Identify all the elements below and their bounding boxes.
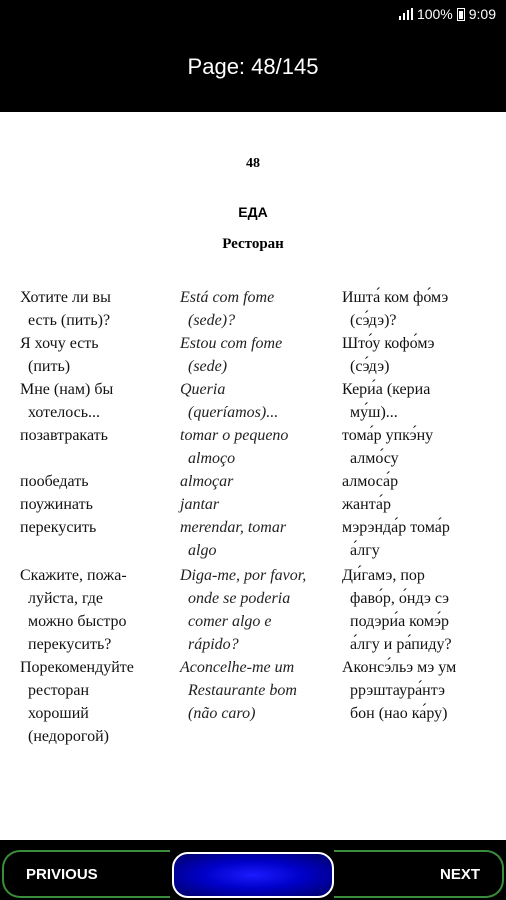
transcription: Ишта́ ком фо́мэ (сэ́дэ)? xyxy=(342,289,449,329)
next-button[interactable]: NEXT xyxy=(334,850,504,898)
signal-icon xyxy=(399,8,413,20)
page-number: 48 xyxy=(246,156,260,171)
portuguese-phrase: Está com fome (sede)? xyxy=(180,289,275,329)
russian-phrase: позавтракать xyxy=(20,427,108,444)
russian-phrase: перекусить xyxy=(20,519,97,536)
portuguese-phrase: almoçar xyxy=(180,473,234,490)
transcription: алмоса́р xyxy=(342,473,399,490)
transcription: мэрэнда́р тома́р а́лгу xyxy=(342,519,450,559)
subsection-title: Ресторан xyxy=(222,236,284,252)
clock: 9:09 xyxy=(468,6,496,22)
header xyxy=(0,30,506,112)
russian-phrase: Я хочу есть (пить) xyxy=(20,335,99,375)
page-title: Page: 48/145 xyxy=(187,54,319,79)
russian-phrase: Скажите, пожа- луйста, где можно быстро перекусить? xyxy=(20,567,127,653)
transcription: Ди́гамэ, пор фаво́р, о́ндэ сэ подэри́а комэ́р а́лгу и ра́пиду? xyxy=(342,567,452,653)
transcription: Аконсэ́льэ мэ ум ррэштаура́нтэ бон (нао ка́ру) xyxy=(342,659,457,722)
transcription: жанта́р xyxy=(342,496,392,513)
status-bar xyxy=(0,0,506,30)
battery-percent: 100% xyxy=(416,6,453,22)
russian-phrase: Порекомендуйте ресторан хороший (недорогой) xyxy=(20,659,134,745)
portuguese-phrase: jantar xyxy=(180,496,220,513)
transcription: Кери́а (кериа му́ш)... xyxy=(342,381,431,421)
section-title: ЕДА xyxy=(238,204,268,220)
portuguese-phrase: tomar o pequeno almoço xyxy=(180,427,289,467)
book-page[interactable] xyxy=(0,112,506,840)
previous-button[interactable]: PRIVIOUS xyxy=(2,850,170,898)
center-menu-button[interactable] xyxy=(172,852,334,898)
portuguese-phrase: Diga-me, por favor, onde se poderia comer algo e rápido? xyxy=(180,567,307,653)
russian-phrase: Мне (нам) бы хотелось... xyxy=(20,381,114,421)
russian-phrase: поужинать xyxy=(20,496,93,513)
navigation-bar xyxy=(0,842,506,900)
portuguese-phrase: merendar, tomar algo xyxy=(180,519,287,559)
portuguese-phrase: Queria (queríamos)... xyxy=(180,381,279,421)
russian-phrase: пообедать xyxy=(20,473,89,490)
battery-icon xyxy=(457,8,465,21)
portuguese-phrase: Aconcelhe-me um Restaurante bom (não caro) xyxy=(180,659,297,722)
transcription: тома́р упкэ́ну алмо́су xyxy=(342,427,434,467)
russian-phrase: Хотите ли вы есть (пить)? xyxy=(20,289,111,329)
portuguese-phrase: Estou com fome (sede) xyxy=(180,335,283,375)
transcription: Што́у кофо́мэ (сэ́дэ) xyxy=(342,335,435,375)
